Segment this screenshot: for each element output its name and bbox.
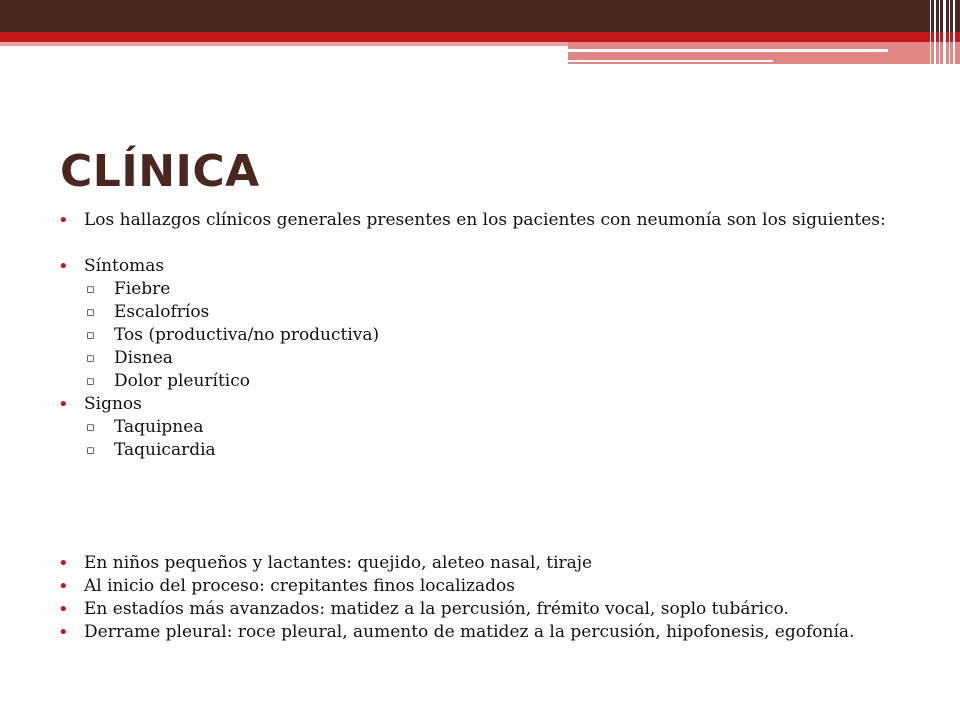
slide-title: CLÍNICA — [60, 146, 260, 197]
header-stripes — [928, 0, 960, 64]
finding-item: • Al inicio del proceso: crepitantes finos localizados — [58, 575, 938, 598]
header-band-red — [0, 32, 960, 42]
finding-item: • En estadíos más avanzados: matidez a la percusión, frémito vocal, soplo tubárico. — [58, 598, 938, 621]
bullet-intro: • Los hallazgos clínicos generales presentes en los pacientes con neumonía son los siguientes: — [58, 209, 938, 232]
sign-item: ▫ Taquicardia — [58, 439, 938, 462]
finding-item: • En niños pequeños y lactantes: quejido, aleteo nasal, tiraje — [58, 552, 938, 575]
sign-item: ▫ Taquipnea — [58, 416, 938, 439]
header-band-brown — [0, 0, 960, 32]
header-band-red-light — [0, 42, 570, 46]
symptom-item: ▫ Tos (productiva/no productiva) — [58, 324, 938, 347]
symptom-item: ▫ Dolor pleurítico — [58, 370, 938, 393]
symptom-item: ▫ Escalofríos — [58, 301, 938, 324]
header-accent-line — [568, 49, 888, 52]
finding-item: • Derrame pleural: roce pleural, aumento de matidez a la percusión, hipofonesis, egofonía. — [58, 621, 938, 644]
header-accent-line — [568, 60, 773, 62]
symptom-item: ▫ Fiebre — [58, 278, 938, 301]
bullet-symptoms-heading: • Síntomas — [58, 255, 938, 278]
slide-content — [58, 209, 938, 644]
bullet-signs-heading: • Signos — [58, 393, 938, 416]
symptom-item: ▫ Disnea — [58, 347, 938, 370]
